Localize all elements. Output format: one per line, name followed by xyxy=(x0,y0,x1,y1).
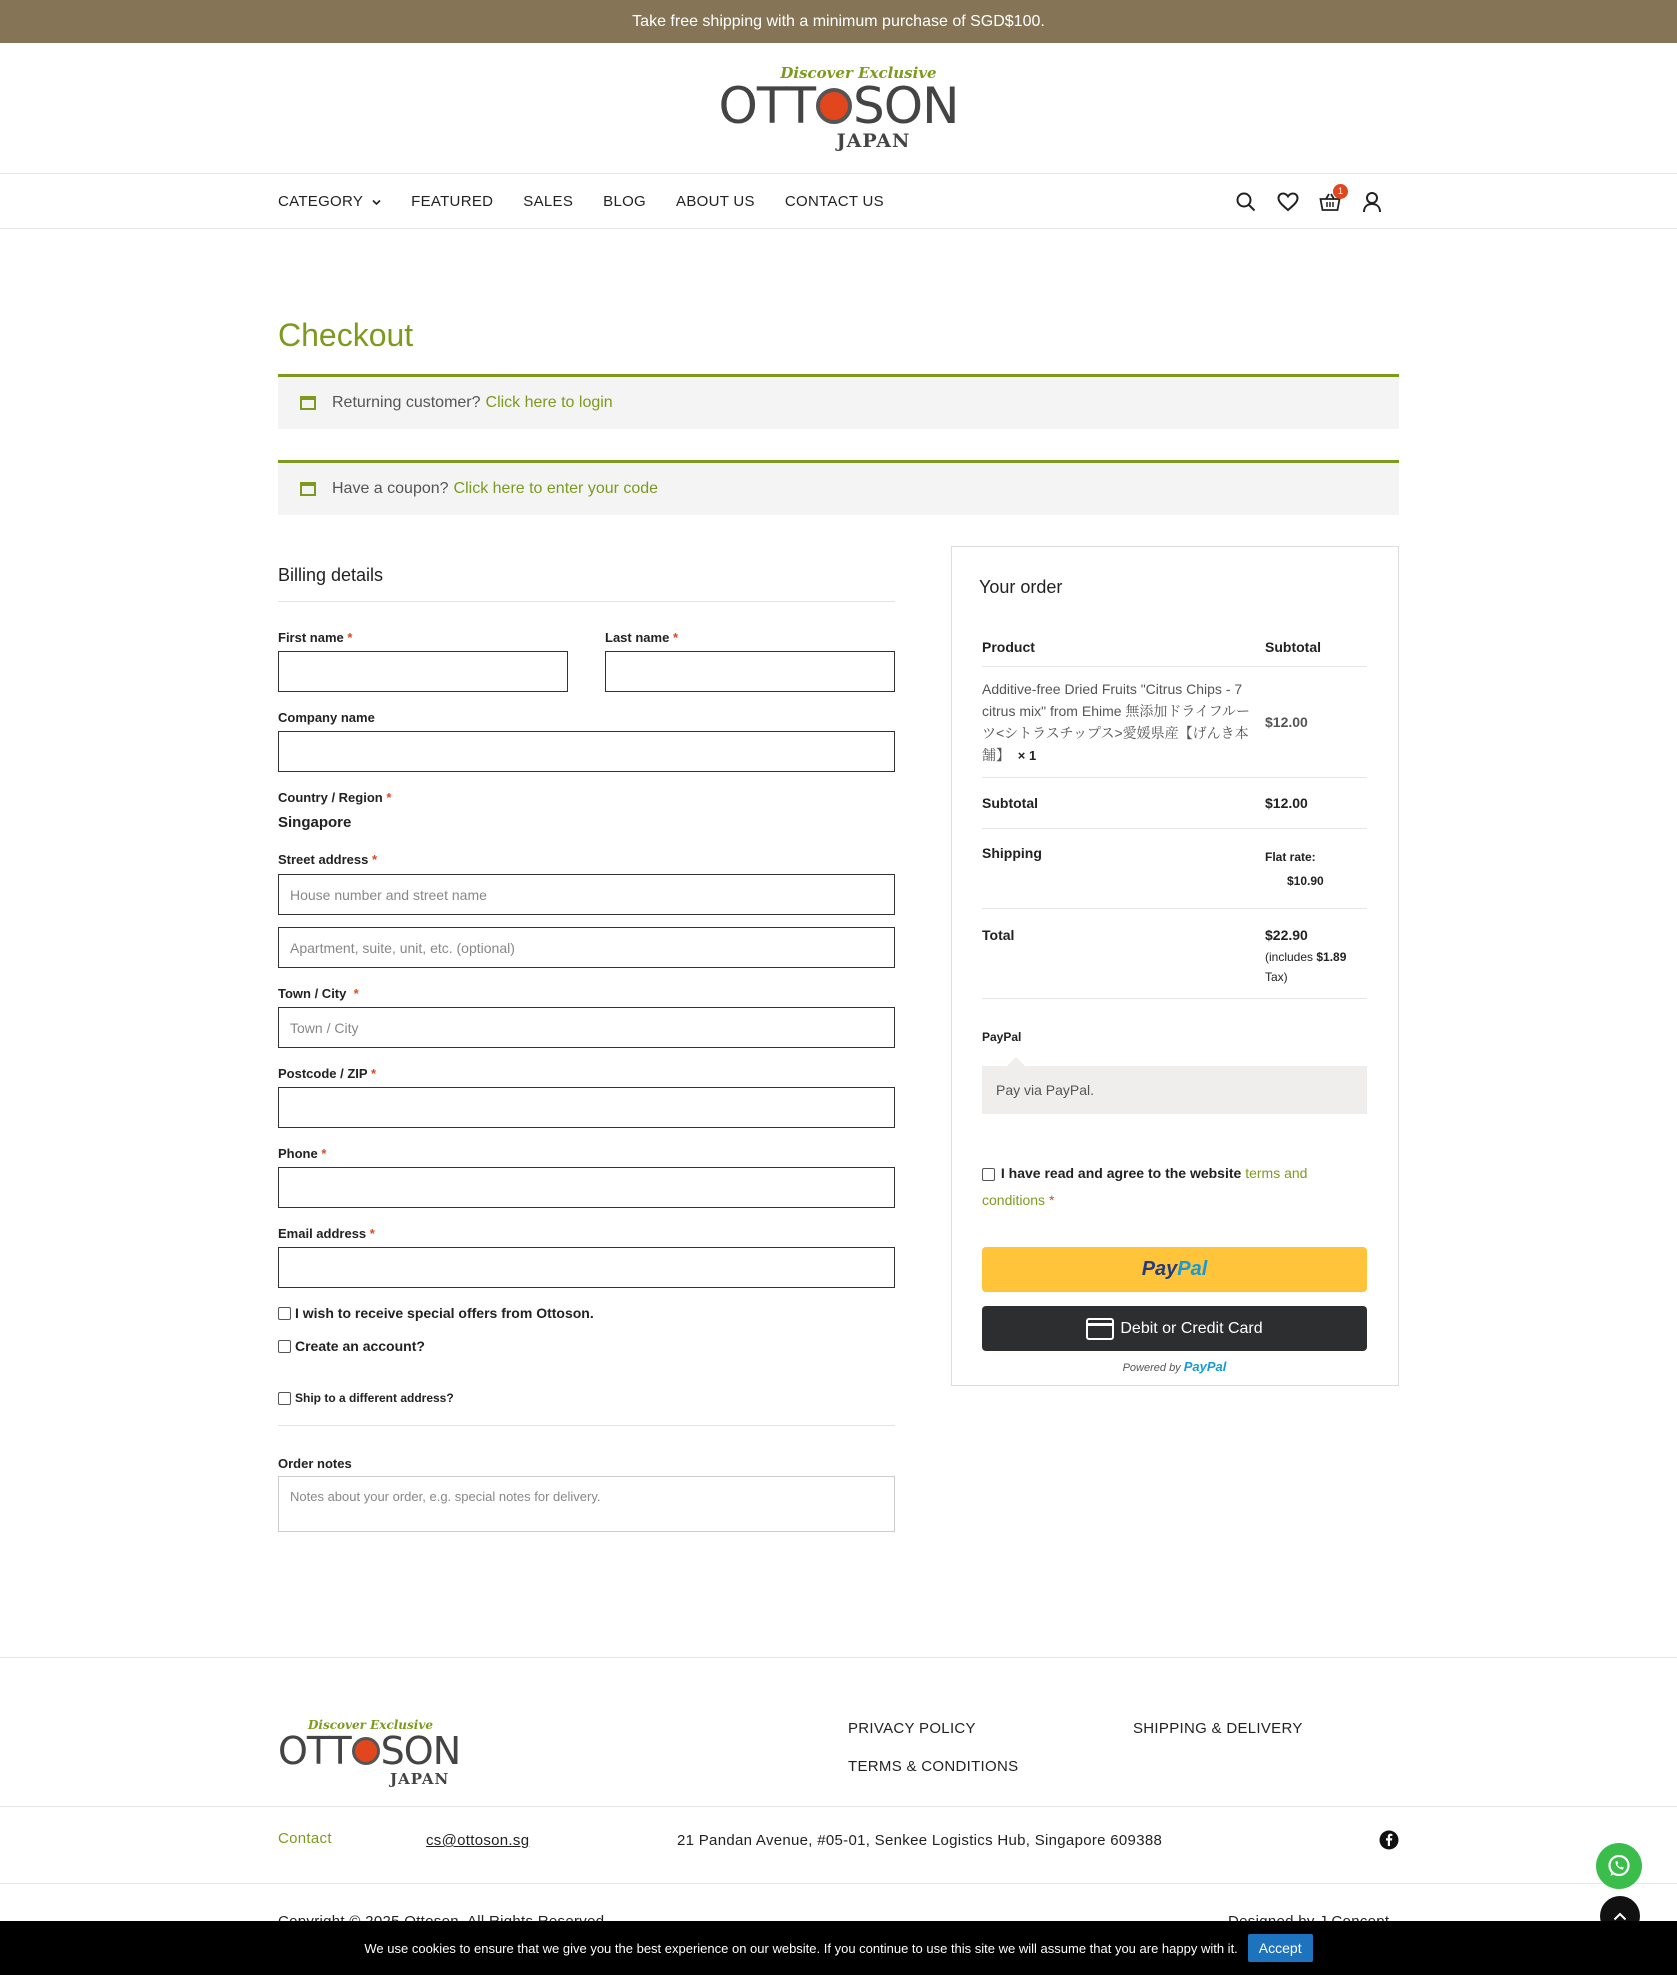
divider xyxy=(0,1883,1677,1884)
calendar-icon xyxy=(300,482,316,496)
debit-credit-card-button[interactable]: Debit or Credit Card xyxy=(982,1306,1367,1351)
header-icons xyxy=(1235,174,1383,229)
checkbox[interactable] xyxy=(278,1307,291,1320)
footer-address: 21 Pandan Avenue, #05-01, Senkee Logistics Hub, Singapore 609388 xyxy=(677,1832,1163,1849)
apartment-input[interactable]: Apartment, suite, unit, etc. (optional) xyxy=(278,927,895,968)
description-arrow xyxy=(1006,1057,1026,1067)
subtotal-value: $12.00 xyxy=(1265,795,1308,811)
order-item-name: Additive-free Dried Fruits "Citrus Chips - 7 citrus mix" from Ehime 無添加ドライフルーツ<シトラスチップス>愛媛県産【げんき本舗】 × 1 xyxy=(982,680,1251,763)
email-input[interactable] xyxy=(278,1247,895,1288)
create-account-checkbox[interactable]: Create an account? xyxy=(278,1338,425,1354)
facebook-icon[interactable] xyxy=(1379,1830,1399,1855)
checkbox[interactable] xyxy=(278,1340,291,1353)
footer-shipping-link[interactable]: SHIPPING & DELIVERY xyxy=(1133,1720,1303,1737)
cookie-text: We use cookies to ensure that we give you the best experience on our website. If you continue to use this site we will assume that you are happy with it. xyxy=(364,1940,1238,1956)
powered-by-paypal: Powered by PayPal xyxy=(1122,1359,1227,1374)
credit-card-icon xyxy=(1086,1318,1114,1340)
first-name-label: First name * xyxy=(278,630,353,645)
logo-sun-icon xyxy=(816,88,852,124)
terms-checkbox[interactable] xyxy=(982,1168,995,1181)
company-label: Company name xyxy=(278,710,375,725)
promo-banner xyxy=(0,0,1677,43)
last-name-label: Last name * xyxy=(605,630,678,645)
terms-link[interactable]: terms and conditions xyxy=(982,1165,1308,1208)
logo-word xyxy=(718,77,959,135)
last-name-input[interactable] xyxy=(605,651,895,692)
postcode-label: Postcode / ZIP * xyxy=(278,1066,377,1081)
payment-description-box: Pay via PayPal. xyxy=(982,1066,1367,1114)
nav-item-blog[interactable]: BLOG xyxy=(603,193,647,210)
whatsapp-chat-button[interactable] xyxy=(1596,1843,1642,1889)
account-user-icon[interactable] xyxy=(1361,191,1383,213)
cart-count-badge: 1 xyxy=(1333,184,1348,199)
col-subtotal: Subtotal xyxy=(1265,638,1321,655)
billing-title: Billing details xyxy=(278,545,895,602)
nav-item-contact[interactable]: CONTACT US xyxy=(784,193,884,210)
chevron-up-icon xyxy=(1613,1912,1627,1921)
order-review xyxy=(951,546,1399,1386)
returning-customer-notice xyxy=(278,374,1399,429)
subtotal-row xyxy=(982,778,1367,829)
order-table-header xyxy=(982,627,1367,667)
nav-item-sales[interactable]: SALES xyxy=(523,193,574,210)
city-label: Town / City * xyxy=(278,986,359,1001)
order-title: Your order xyxy=(979,577,1063,597)
subtotal-label: Subtotal xyxy=(982,795,1038,811)
payment-method-paypal[interactable]: PayPal xyxy=(982,1030,1022,1044)
divider xyxy=(0,1806,1677,1807)
coupon-notice xyxy=(278,460,1399,515)
postcode-input[interactable] xyxy=(278,1087,895,1128)
chevron-down-icon xyxy=(372,199,381,206)
terms-agreement: I have read and agree to the website terms and conditions * xyxy=(982,1165,1308,1208)
coupon-text: Have a coupon? xyxy=(332,480,449,497)
street-address-input[interactable]: House number and street name xyxy=(278,874,895,915)
logo-word-left: OTT xyxy=(718,77,816,135)
special-offers-checkbox[interactable]: I wish to receive special offers from Ottoson. xyxy=(278,1305,594,1321)
nav-item-featured[interactable]: FEATURED xyxy=(411,193,494,210)
wishlist-heart-icon[interactable] xyxy=(1277,191,1299,213)
returning-customer-text: Returning customer? xyxy=(332,394,481,411)
header-logo-area xyxy=(0,43,1677,174)
paypal-button[interactable]: Pay Pal xyxy=(982,1247,1367,1292)
main-nav xyxy=(0,174,1677,229)
total-value: $22.90 (includes $1.89 Tax) xyxy=(1265,927,1347,984)
ship-different-checkbox[interactable]: Ship to a different address? xyxy=(278,1391,454,1405)
country-label: Country / Region * xyxy=(278,790,392,805)
footer-terms-link[interactable]: TERMS & CONDITIONS xyxy=(848,1758,1019,1775)
promo-text: Take free shipping with a minimum purchase of SGD$100. xyxy=(632,12,1045,30)
col-product: Product xyxy=(982,638,1035,655)
calendar-icon xyxy=(300,396,316,410)
street-label: Street address * xyxy=(278,852,378,867)
email-label: Email address * xyxy=(278,1226,375,1241)
cookie-consent-bar xyxy=(0,1921,1677,1975)
footer-contact-label: Contact xyxy=(278,1830,332,1847)
city-input[interactable]: Town / City xyxy=(278,1007,895,1048)
billing-details xyxy=(278,545,895,1504)
order-notes-label: Order notes xyxy=(278,1456,352,1471)
footer-email-link[interactable]: cs@ottoson.sg xyxy=(426,1832,530,1849)
logo-word-right: SON xyxy=(853,77,959,135)
logo-tagline: Discover Exclusive xyxy=(780,64,937,82)
footer-logo[interactable]: Discover Exclusive OTT SON JAPAN xyxy=(278,1718,461,1788)
phone-label: Phone * xyxy=(278,1146,327,1161)
company-input[interactable] xyxy=(278,731,895,772)
order-notes-textarea[interactable]: Notes about your order, e.g. special notes for delivery. xyxy=(278,1476,895,1532)
total-row xyxy=(982,909,1367,999)
checkbox[interactable] xyxy=(278,1392,291,1405)
shipping-rate: Flat rate: $10.90 xyxy=(1265,850,1324,888)
coupon-link[interactable]: Click here to enter your code xyxy=(453,480,659,497)
total-label: Total xyxy=(982,927,1015,943)
page-title: Checkout xyxy=(278,317,414,353)
shipping-row xyxy=(982,829,1367,909)
cookie-accept-button[interactable]: Accept xyxy=(1248,1934,1313,1962)
order-item-row xyxy=(982,667,1367,778)
logo-sun-icon xyxy=(352,1737,380,1765)
search-icon[interactable] xyxy=(1235,191,1257,213)
footer-privacy-link[interactable]: PRIVACY POLICY xyxy=(848,1720,976,1737)
first-name-input[interactable] xyxy=(278,651,568,692)
nav-item-category[interactable]: CATEGORY xyxy=(278,193,381,210)
order-table xyxy=(982,627,1367,999)
nav-links xyxy=(278,174,884,229)
country-value: Singapore xyxy=(278,814,352,831)
nav-item-about[interactable]: ABOUT US xyxy=(676,193,755,210)
logo-sub: JAPAN xyxy=(836,130,911,152)
order-item-price: $12.00 xyxy=(1265,714,1308,730)
shipping-label: Shipping xyxy=(982,845,1042,861)
site-logo[interactable] xyxy=(718,64,958,152)
phone-input[interactable] xyxy=(278,1167,895,1208)
login-link[interactable]: Click here to login xyxy=(485,394,613,411)
divider xyxy=(278,1425,895,1426)
whatsapp-icon xyxy=(1606,1853,1632,1879)
cart-basket-icon[interactable] xyxy=(1319,186,1343,213)
